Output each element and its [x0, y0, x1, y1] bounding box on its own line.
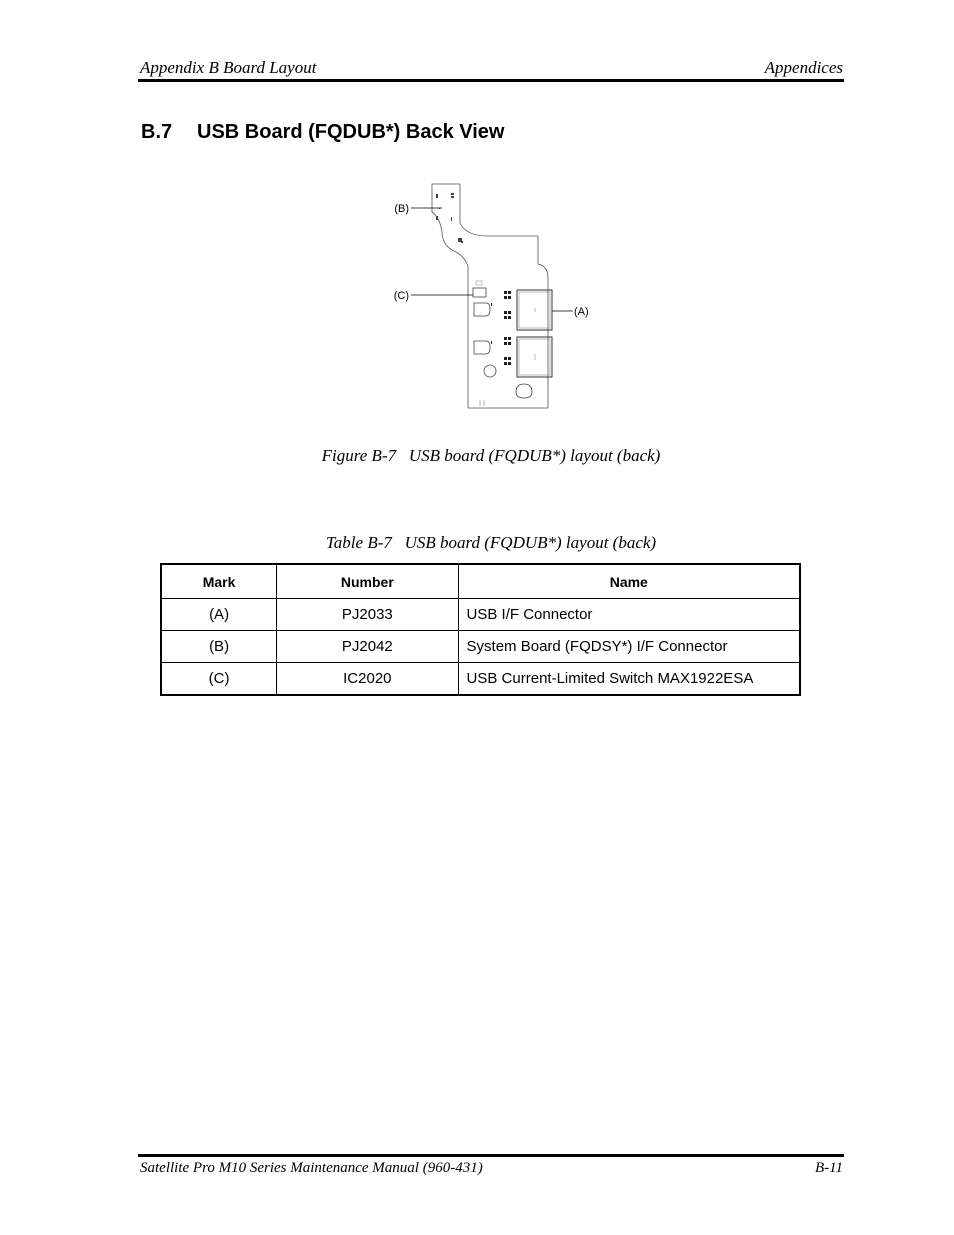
capacitor-1 [474, 303, 490, 316]
footer-rule [138, 1154, 844, 1157]
footer-left-text: Satellite Pro M10 Series Maintenance Manual (960-431) [140, 1160, 483, 1176]
cell-number: IC2020 [277, 663, 458, 696]
section-title-text: USB Board (FQDUB*) Back View [197, 121, 505, 143]
page-header [140, 56, 843, 78]
page-footer [140, 1158, 843, 1180]
header-number: Number [277, 564, 458, 599]
board-outline [432, 184, 548, 408]
usb-board-figure [380, 178, 610, 414]
usb-connector-top [517, 290, 552, 330]
cell-mark: (A) [161, 599, 277, 631]
page-number: B-11 [814, 1160, 843, 1176]
callout-b: (B) [394, 203, 409, 215]
table-row [161, 599, 800, 631]
usb-board-drawing [380, 178, 610, 414]
cell-name: USB I/F Connector [458, 599, 800, 631]
callout-a: (A) [574, 306, 589, 318]
header-right-text: Appendices [764, 58, 843, 77]
section-number: B.7 [141, 121, 173, 143]
cell-name: System Board (FQDSY*) I/F Connector [458, 631, 800, 663]
callout-c: (C) [393, 290, 409, 302]
cell-number: PJ2042 [277, 631, 458, 663]
usb-connector-bottom [517, 337, 552, 377]
header-mark: Mark [161, 564, 277, 599]
table-header-row [161, 564, 800, 599]
header-rule [138, 79, 844, 82]
cell-mark: (B) [161, 631, 277, 663]
table-row [161, 663, 800, 696]
figure-caption: Figure B-7 USB board (FQDUB*) layout (back) [321, 446, 661, 465]
mounting-hole [484, 365, 496, 377]
table-caption: Table B-7 USB board (FQDUB*) layout (back) [325, 533, 657, 552]
header-left-text: Appendix B Board Layout [140, 58, 317, 77]
table-row [161, 631, 800, 663]
cell-number: PJ2033 [277, 599, 458, 631]
cell-mark: (C) [161, 663, 277, 696]
ic2020-component [473, 288, 486, 297]
section-title [141, 121, 504, 144]
cell-name: USB Current-Limited Switch MAX1922ESA [458, 663, 800, 696]
board-layout-table [160, 563, 801, 696]
header-name: Name [458, 564, 800, 599]
capacitor-2 [474, 341, 490, 354]
